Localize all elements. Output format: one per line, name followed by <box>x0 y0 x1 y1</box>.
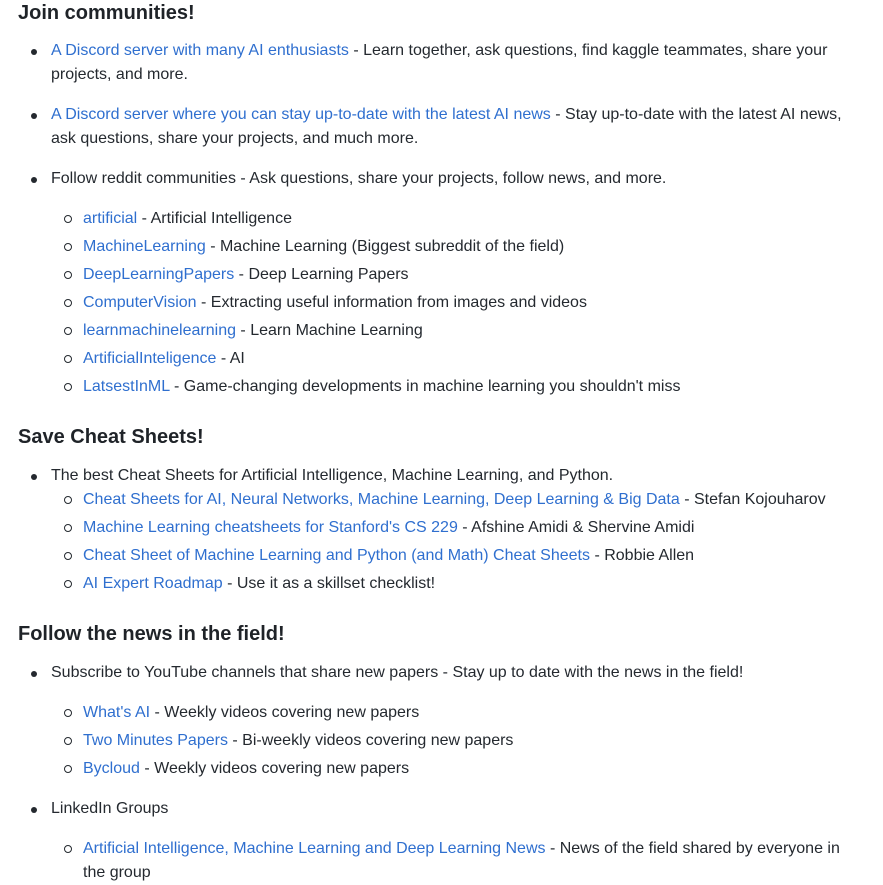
list-item-desc: - Artificial Intelligence <box>137 210 292 227</box>
cheatsheet-allen-link[interactable]: Cheat Sheet of Machine Learning and Python (and Math) Cheat Sheets <box>83 547 590 564</box>
reddit-deeplearningpapers-link[interactable]: DeepLearningPapers <box>83 266 235 283</box>
list-item-desc: - Weekly videos covering new papers <box>150 704 420 721</box>
communities-list <box>18 39 868 87</box>
list-item-text: Follow reddit communities - Ask questions, share your projects, follow news, and more. <box>51 170 667 187</box>
list-item-desc: - Machine Learning (Biggest subreddit of the field) <box>205 238 565 255</box>
list-item <box>51 516 868 540</box>
list-item <box>51 291 868 315</box>
list-item-desc: - Afshine Amidi & Shervine Amidi <box>457 519 695 536</box>
list-item <box>51 319 868 343</box>
list-item <box>51 263 868 287</box>
cheatsheet-cs229-link[interactable]: Machine Learning cheatsheets for Stanford's CS 229 <box>83 519 458 536</box>
whats-ai-link[interactable]: What's AI <box>83 704 151 721</box>
news-list <box>18 661 868 685</box>
list-item <box>51 347 868 371</box>
reddit-computervision-link[interactable]: ComputerVision <box>83 294 197 311</box>
list-item-desc: - Stefan Kojouharov <box>679 491 826 508</box>
reddit-latsestinml-link[interactable]: LatsestInML <box>83 378 170 395</box>
list-item-text: LinkedIn Groups <box>51 800 169 817</box>
list-item <box>51 207 868 231</box>
list-item <box>51 729 868 753</box>
discord-enthusiasts-link[interactable]: A Discord server with many AI enthusiasts <box>51 42 349 59</box>
ai-expert-roadmap-link[interactable]: AI Expert Roadmap <box>83 575 223 592</box>
list-item <box>51 235 868 259</box>
reddit-machinelearning-link[interactable]: MachineLearning <box>83 238 206 255</box>
list-item <box>51 544 868 568</box>
list-item <box>18 39 868 87</box>
list-item <box>51 837 841 885</box>
discord-news-link[interactable]: A Discord server where you can stay up-to-date with the latest AI news <box>51 106 551 123</box>
heading-join-communities: Join communities! <box>18 2 195 24</box>
list-item-desc: - Weekly videos covering new papers <box>139 760 410 777</box>
list-item <box>51 375 868 399</box>
news-list-2 <box>18 797 868 821</box>
list-item <box>18 103 868 151</box>
list-item <box>18 661 868 685</box>
list-item-desc: - Use it as a skillset checklist! <box>222 575 436 592</box>
reddit-list <box>51 207 868 399</box>
communities-list-2 <box>18 103 868 151</box>
cheatsheets-list <box>18 464 868 488</box>
list-item-desc: - Deep Learning Papers <box>234 266 409 283</box>
list-item-desc: - Robbie Allen <box>590 547 695 564</box>
list-item <box>18 167 868 191</box>
list-item <box>18 464 868 488</box>
linkedin-list <box>51 837 841 885</box>
list-item <box>18 797 868 821</box>
heading-follow-news: Follow the news in the field! <box>18 623 285 645</box>
list-item-desc: - Bi-weekly videos covering new papers <box>227 732 514 749</box>
youtube-list <box>51 701 868 781</box>
list-item <box>51 701 868 725</box>
communities-list-3 <box>18 167 868 191</box>
list-item-desc: - Learn together, ask questions, find kaggle teammates, share your projects, and more. <box>51 42 828 83</box>
list-item-desc: - Extracting useful information from images and videos <box>196 294 587 311</box>
reddit-learnmachinelearning-link[interactable]: learnmachinelearning <box>83 322 236 339</box>
two-minutes-papers-link[interactable]: Two Minutes Papers <box>83 732 228 749</box>
reddit-artificial-link[interactable]: artificial <box>83 210 138 227</box>
linkedin-ai-ml-dl-news-link[interactable]: Artificial Intelligence, Machine Learning and Deep Learning News <box>83 840 546 857</box>
list-item <box>51 488 868 512</box>
list-item-desc: - Game-changing developments in machine learning you shouldn't miss <box>169 378 681 395</box>
list-item <box>51 757 868 781</box>
cheatsheet-kojouharov-link[interactable]: Cheat Sheets for AI, Neural Networks, Machine Learning, Deep Learning & Big Data <box>83 491 680 508</box>
cheatsheets-sublist <box>51 488 868 596</box>
list-item <box>51 572 868 596</box>
list-item-desc: - Learn Machine Learning <box>235 322 423 339</box>
bycloud-link[interactable]: Bycloud <box>83 760 140 777</box>
list-item-desc: - News of the field shared by everyone in the group <box>83 840 840 881</box>
reddit-artificialinteligence-link[interactable]: ArtificialInteligence <box>83 350 217 367</box>
list-item-text: Subscribe to YouTube channels that share new papers - Stay up to date with the news in the field! <box>51 664 744 681</box>
list-item-desc: - AI <box>216 350 245 367</box>
list-item-text: The best Cheat Sheets for Artificial Intelligence, Machine Learning, and Python. <box>51 467 614 484</box>
list-item-desc: - Stay up-to-date with the latest AI news, ask questions, share your projects, and much more. <box>51 106 842 147</box>
heading-save-cheat-sheets: Save Cheat Sheets! <box>18 426 204 448</box>
